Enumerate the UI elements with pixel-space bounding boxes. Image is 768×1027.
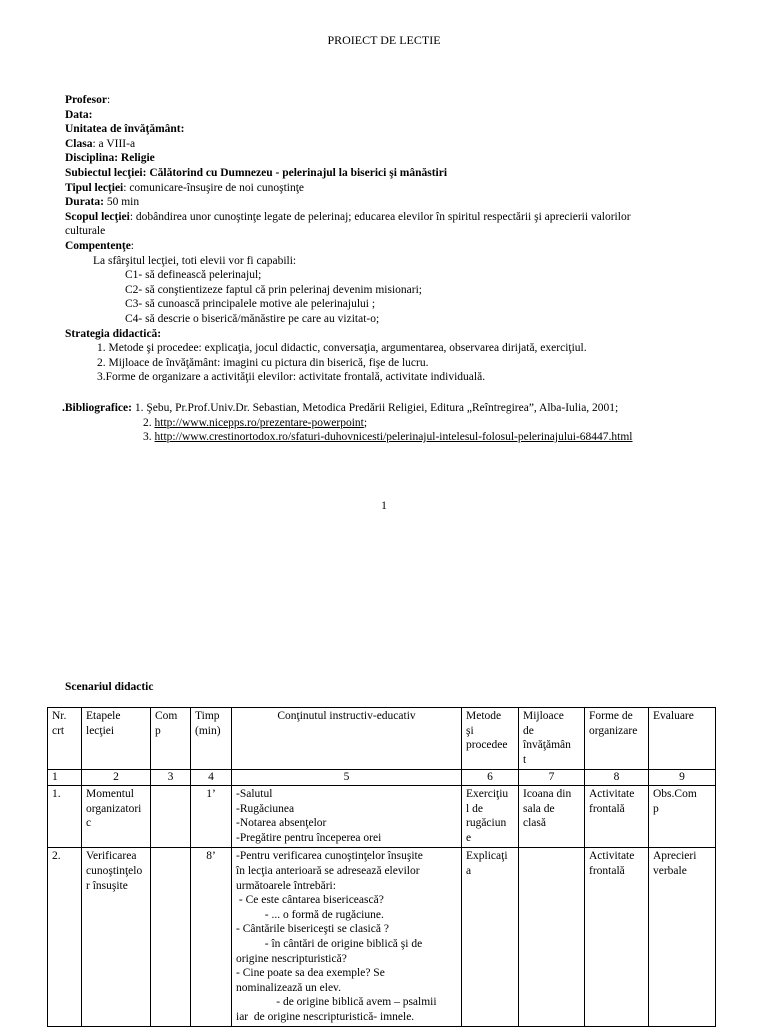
evaluare-cell (649, 848, 716, 1027)
cell-text: Exerciţiu (466, 787, 509, 800)
bibliography-item-1 (62, 401, 762, 416)
lesson-scenario-table (47, 707, 716, 1027)
cell-text: Activitate (589, 787, 635, 800)
cell-text: - Cântările bisericeşti se clasică ? (236, 923, 389, 936)
cell-text: -Notarea absenţelor (236, 817, 327, 830)
cell-text: nominalizează un elev. (236, 981, 341, 994)
competenta-item: C1- să definească pelerinajul; (125, 269, 262, 282)
cell-text: - de origine biblică avem – psalmii (236, 996, 437, 1009)
column-number-cell (649, 770, 716, 786)
column-number-cell (462, 770, 519, 786)
cell-text: 5 (343, 771, 350, 784)
bibliography-item-3 (62, 430, 762, 445)
disciplina-line (65, 151, 725, 166)
profesor-line: Profesor: (65, 94, 111, 106)
competenta-item: C3- să cunoască principalele motive ale pelerinajului ; (125, 298, 376, 311)
cell-text: în lecţia anterioară se adresează elevilor (236, 864, 420, 877)
table-body (48, 708, 716, 1027)
column-number-cell (48, 770, 82, 786)
tip-line (65, 181, 725, 196)
scop-value: : dobândirea unor cunoştinţe legate de pelerinaj; educarea elevilor în spiritul respectării şi aprecierii valorilor (129, 210, 631, 223)
column-number-cell (232, 770, 462, 786)
header-cell (462, 708, 519, 770)
metode-cell (462, 785, 519, 847)
header-cell (48, 708, 82, 770)
cell-text: t (523, 753, 527, 766)
cell-text: - Ce este cântarea bisericească? (236, 894, 384, 907)
cell-text: rugăciun (466, 817, 507, 830)
cell-text: origine nescripturistică? (236, 952, 347, 965)
data-label: Data: (65, 108, 93, 121)
cell-text: -Pentru verificarea cunoştinţelor însuşite (236, 850, 423, 863)
cell-text: a (466, 864, 472, 877)
bibliography-text-1: 1. Şebu, Pr.Prof.Univ.Dr. Sebastian, Metodica Predării Religiei, Editura „Reîntregirea”, Alba-Iulia, 2001; (131, 402, 619, 414)
table-row (48, 785, 716, 847)
continut-cell (232, 785, 462, 847)
cell-text: Metode (466, 710, 502, 722)
subiect-line (65, 166, 725, 181)
cell-text: 6 (487, 771, 493, 784)
cell-text: Verificarea (86, 850, 137, 863)
header-cell (151, 708, 191, 770)
table-row (48, 848, 716, 1027)
column-number-cell (585, 770, 649, 786)
cell-text: Conţinutul instructiv-educativ (277, 710, 416, 722)
cell-text: e (466, 831, 472, 844)
column-number-cell (82, 770, 151, 786)
header-cell (82, 708, 151, 770)
cell-text: 3 (167, 771, 174, 784)
disciplina-value: Religie (120, 152, 155, 165)
cell-text: organizare (589, 724, 638, 737)
cell-text: (min) (195, 724, 221, 737)
competenta-item: C4- să descrie o biserică/mănăstire pe care au vizitat-o; (125, 312, 380, 325)
cell-text: Evaluare (653, 710, 694, 722)
header-cell (519, 708, 585, 770)
bibliography-suffix-2: ; (363, 416, 368, 429)
clasa-label: Clasa (65, 137, 93, 150)
cell-text: 9 (679, 771, 685, 784)
bibliography-label: .Bibliografice: (62, 402, 132, 414)
cell-text: 2 (113, 771, 119, 784)
etapa-cell (82, 785, 151, 847)
cell-text: verbale (653, 864, 687, 877)
strategia-item: 2. Mijloace de învăţământ: imagini cu pictura din biserică, fişe de lucru. (97, 356, 429, 369)
cell-text: 1 (52, 771, 58, 784)
header-cell (585, 708, 649, 770)
page-number: 1 (381, 500, 387, 512)
cell-text: învăţămân (523, 739, 571, 752)
scop-line (65, 210, 725, 225)
disciplina-label: Disciplina: (65, 152, 121, 165)
mijloace-cell (519, 848, 585, 1027)
cell-text: Obs.Com (653, 787, 697, 800)
clasa-value: : a VIII-a (92, 137, 136, 150)
header-cell (649, 708, 716, 770)
column-number-row (48, 770, 716, 786)
lesson-info (65, 93, 725, 385)
competenta-item: C2- să conştientizeze faptul că prin pelerinaj devenim misionari; (125, 283, 422, 296)
cell-text: r însuşite (86, 879, 128, 892)
cell-text: procedee (466, 739, 508, 752)
cell-text: 4 (208, 771, 214, 784)
strategia-item: 1. Metode şi procedee: explicaţia, jocul didactic, conversaţia, argumentarea, observarea dirijată, exerciţiul. (97, 342, 587, 355)
cell-text: Etapele (86, 710, 121, 722)
cell-text: iar de origine nescripturistică- imnele. (236, 1010, 415, 1023)
cell-text: Timp (195, 710, 220, 722)
cell-text: crt (52, 724, 65, 737)
cell-text: 7 (548, 771, 555, 784)
cell-text: de (523, 724, 534, 737)
cell-text: cunoştinţelo (86, 864, 143, 877)
scenariu-title: Scenariul didactic (65, 681, 154, 693)
cell-text: - în cântări de origine biblică şi de (236, 937, 423, 950)
mijloace-cell (519, 785, 585, 847)
tip-value: : comunicare-însuşire de noi cunoştinţe (123, 181, 305, 194)
cell-text: - ... o formă de rugăciune. (236, 908, 384, 921)
cell-text: şi (466, 724, 474, 737)
timp-cell (191, 785, 232, 847)
cell-text: sala de (523, 802, 555, 815)
bibliography-prefix-3: 3. (143, 431, 155, 444)
comp-cell (151, 848, 191, 1027)
scop-label: Scopul lecţiei (65, 210, 130, 223)
cell-text: l de (466, 802, 483, 815)
durata-line (65, 195, 725, 210)
cell-text: 2. (52, 850, 61, 863)
document-title: PROIECT DE LECTIE (327, 33, 441, 47)
competente-line: Compentenţe: (65, 239, 134, 252)
cell-text: Explicaţi (466, 850, 508, 863)
durata-label: Durata: (65, 196, 107, 209)
cell-text: p (155, 724, 161, 737)
cell-text: organizatori (86, 802, 142, 815)
cell-text: lecţiei (86, 724, 115, 737)
cell-text: Aprecieri (653, 850, 697, 863)
cell-text: Activitate (589, 850, 635, 863)
cell-text: frontală (589, 864, 625, 877)
evaluare-cell (649, 785, 716, 847)
cell-text: frontală (589, 802, 625, 815)
continut-cell (232, 848, 462, 1027)
timp-cell (191, 848, 232, 1027)
header-cell (191, 708, 232, 770)
subiect-value: Călătorind cu Dumnezeu - pelerinajul la biserici şi mânăstiri (149, 166, 448, 179)
nr-cell (48, 848, 82, 1027)
cell-text: Com (155, 710, 178, 722)
cell-text: următoarele întrebări: (236, 879, 336, 892)
durata-value: 50 min (106, 196, 140, 209)
cell-text: 8 (613, 771, 620, 784)
header-cell (232, 708, 462, 770)
cell-text: -Pregătire pentru începerea orei (236, 831, 382, 844)
cell-text: Forme de (589, 710, 633, 722)
cell-text: Icoana din (523, 787, 572, 800)
nr-cell (48, 785, 82, 847)
tip-label: Tipul lecţiei (65, 181, 124, 194)
column-number-cell (191, 770, 232, 786)
metode-cell (462, 848, 519, 1027)
bibliography-link-3[interactable]: http://www.crestinortodox.ro/sfaturi-duhovnicesti/pelerinajul-intelesul-folosul-pelerinajului-68447.html (154, 431, 633, 444)
unitate-label: Unitatea de învăţământ: (65, 123, 185, 136)
strategia-label: Strategia didactică: (65, 327, 162, 340)
clasa-line (65, 137, 725, 152)
etapa-cell (82, 848, 151, 1027)
cell-text: p (653, 802, 659, 815)
competente-intro: La sfârşitul lecţiei, toti elevii vor fi capabili: (93, 254, 297, 267)
subiect-label: Subiectul lecţiei: (65, 166, 150, 179)
cell-text: Momentul (86, 787, 134, 800)
scop-line-2: culturale (65, 225, 106, 238)
table-header-row (48, 708, 716, 770)
column-number-cell (519, 770, 585, 786)
column-number-cell (151, 770, 191, 786)
forme-cell (585, 785, 649, 847)
profesor-label: Profesor (65, 94, 107, 106)
cell-text: 1. (52, 787, 61, 800)
competente-label: Compentenţe (65, 239, 131, 252)
cell-text: 8’ (206, 850, 216, 863)
cell-text: -Rugăciunea (236, 802, 295, 815)
cell-text: Mijloace (523, 710, 564, 722)
bibliography-prefix-2: 2. (143, 416, 155, 429)
cell-text: -Salutul (236, 787, 273, 800)
bibliography (62, 401, 762, 445)
strategia-item: 3.Forme de organizare a activităţii elevilor: activitate frontală, activitate individuală. (97, 371, 486, 384)
cell-text: - Cine poate sa dea exemple? Se (236, 967, 385, 980)
forme-cell (585, 848, 649, 1027)
bibliography-item-2 (62, 416, 762, 431)
bibliography-link-2[interactable]: http://www.nicepps.ro/prezentare-powerpoint (154, 416, 364, 429)
cell-text: 1’ (206, 787, 216, 800)
cell-text: Nr. (52, 710, 67, 722)
cell-text: c (86, 817, 92, 830)
comp-cell (151, 785, 191, 847)
cell-text: clasă (523, 817, 546, 830)
